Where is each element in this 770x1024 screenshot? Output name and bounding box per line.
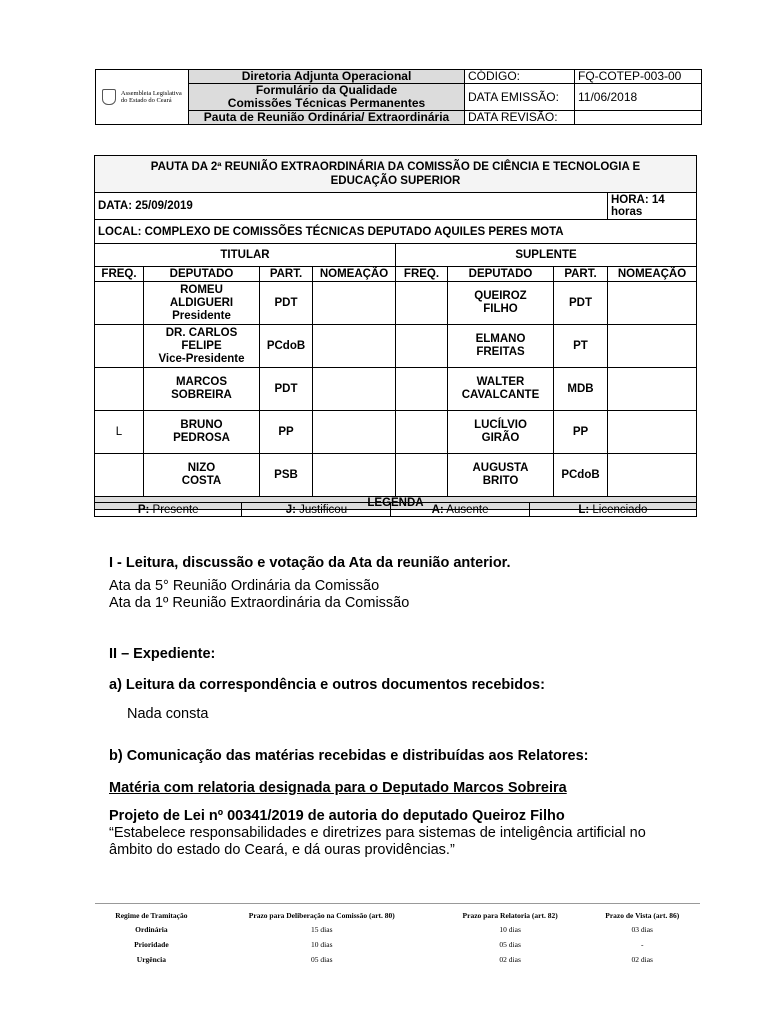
titular-nomeacao [313, 368, 396, 411]
meeting-date: DATA: 25/09/2019 [95, 193, 608, 220]
footer-cell: Ordinária [135, 925, 168, 934]
seal-icon [102, 89, 116, 105]
footer-cell: 05 dias [499, 940, 521, 949]
pauta-label: Pauta de Reunião Ordinária/ Extraordinária [189, 111, 465, 125]
footer-cell: 02 dias [631, 955, 653, 964]
footer-cell: Prioridade [134, 940, 169, 949]
suplente-nomeacao [608, 411, 697, 454]
titular-partido: PCdoB [260, 325, 313, 368]
section-2a-title: a) Leitura da correspondência e outros documentos recebidos: [109, 677, 545, 693]
col-part-titular: PART. [260, 267, 313, 282]
footer-row [95, 937, 700, 952]
titular-header: TITULAR [95, 244, 396, 267]
emissao-label: DATA EMISSÃO: [465, 84, 575, 111]
suplente-deputado: AUGUSTA BRITO [448, 454, 554, 497]
col-nomeacao-titular: NOMEAÇÃO [313, 267, 396, 282]
titular-deputado: ROMEU ALDIGUERI Presidente [144, 282, 260, 325]
suplente-nomeacao [608, 454, 697, 497]
section-2-title: II – Expediente: [109, 646, 216, 662]
titular-deputado: MARCOS SOBREIRA [144, 368, 260, 411]
emissao-value: 11/06/2018 [575, 84, 702, 111]
pauta-title: PAUTA DA 2ª REUNIÃO EXTRAORDINÁRIA DA COMISSÃO DE CIÊNCIA E TECNOLOGIA E EDUCAÇÃO SUPERIOR [95, 156, 697, 193]
titular-deputado: NIZO COSTA [144, 454, 260, 497]
member-row [95, 411, 697, 454]
titular-partido: PP [260, 411, 313, 454]
codigo-label: CÓDIGO: [465, 70, 575, 84]
ata-item-2: Ata da 1º Reunião Extraordinária da Comissão [109, 595, 410, 611]
suplente-deputado: ELMANO FREITAS [448, 325, 554, 368]
suplente-nomeacao [608, 368, 697, 411]
col-deputado-suplente: DEPUTADO [448, 267, 554, 282]
revisao-label: DATA REVISÃO: [465, 111, 575, 125]
footer-cell: 15 dias [311, 925, 333, 934]
meeting-location: LOCAL: COMPLEXO DE COMISSÕES TÉCNICAS DEPUTADO AQUILES PERES MOTA [95, 220, 697, 244]
document-header [95, 69, 702, 125]
member-row [95, 282, 697, 325]
legend-item: L: Licenciado [529, 503, 696, 517]
suplente-partido: PT [554, 325, 608, 368]
ata-item-1: Ata da 5° Reunião Ordinária da Comissão [109, 578, 380, 594]
suplente-freq [396, 282, 448, 325]
suplente-partido: PCdoB [554, 454, 608, 497]
pauta-table [94, 155, 697, 510]
col-freq-suplente: FREQ. [396, 267, 448, 282]
footer-header: Regime de Tramitação [115, 910, 188, 920]
suplente-freq [396, 368, 448, 411]
footer-header: Prazo para Deliberação na Comissão (art. 80) [248, 910, 395, 920]
logo-text-1: Assembleia Legislativa [120, 90, 182, 97]
assembly-logo [96, 70, 189, 125]
footer-cell: 03 dias [631, 925, 653, 934]
suplente-header: SUPLENTE [396, 244, 697, 267]
titular-freq [95, 368, 144, 411]
footer-cell: Urgência [136, 955, 166, 964]
section-2a-text: Nada consta [127, 706, 209, 722]
ementa-line-2: âmbito do estado do Ceará, e dá ouras providências.” [109, 842, 455, 858]
titular-freq: L [95, 411, 144, 454]
member-row [95, 454, 697, 497]
col-deputado-titular: DEPUTADO [144, 267, 260, 282]
col-freq-titular: FREQ. [95, 267, 144, 282]
titular-partido: PDT [260, 368, 313, 411]
footer-table [95, 908, 700, 967]
footer-cell: 02 dias [499, 955, 521, 964]
titular-deputado: DR. CARLOS FELIPE Vice-Presidente [144, 325, 260, 368]
legenda-header: LEGENDA [95, 497, 697, 510]
footer-cell: 10 dias [499, 925, 521, 934]
suplente-freq [396, 454, 448, 497]
formulario-label: Formulário da Qualidade Comissões Técnicas Permanentes [189, 84, 465, 111]
titular-freq [95, 325, 144, 368]
legend-table [94, 502, 697, 517]
titular-partido: PSB [260, 454, 313, 497]
member-row [95, 368, 697, 411]
suplente-partido: PP [554, 411, 608, 454]
titular-freq [95, 282, 144, 325]
suplente-partido: MDB [554, 368, 608, 411]
legend-item: J: Justificou [242, 503, 391, 517]
titular-nomeacao [313, 454, 396, 497]
section-2b-title: b) Comunicação das matérias recebidas e distribuídas aos Relatores: [109, 748, 589, 764]
footer-cell: 05 dias [311, 955, 333, 964]
footer-header: Prazo para Relatoria (art. 82) [462, 910, 558, 920]
col-nomeacao-suplente: NOMEAÇÃO [608, 267, 697, 282]
suplente-freq [396, 325, 448, 368]
codigo-value: FQ-COTEP-003-00 [575, 70, 702, 84]
suplente-deputado: LUCÍLVIO GIRÃO [448, 411, 554, 454]
footer-row [95, 952, 700, 967]
suplente-deputado: QUEIROZ FILHO [448, 282, 554, 325]
footer-header: Prazo de Vista (art. 86) [605, 910, 680, 920]
suplente-freq [396, 411, 448, 454]
titular-nomeacao [313, 282, 396, 325]
legend-item: A: Ausente [391, 503, 529, 517]
footer-divider [95, 903, 700, 904]
projeto-title: Projeto de Lei nº 00341/2019 de autoria do deputado Queiroz Filho [109, 808, 565, 824]
meeting-time: HORA: 14 horas [608, 193, 697, 220]
suplente-partido: PDT [554, 282, 608, 325]
section-1-title: I - Leitura, discussão e votação da Ata da reunião anterior. [109, 555, 511, 571]
suplente-nomeacao [608, 282, 697, 325]
logo-text-2: do Estado do Ceará [120, 97, 172, 104]
member-row [95, 325, 697, 368]
titular-partido: PDT [260, 282, 313, 325]
footer-cell: 10 dias [311, 940, 333, 949]
revisao-value [575, 111, 702, 125]
ementa-line-1: “Estabelece responsabilidades e diretrizes para sistemas de inteligência artificial no [109, 825, 646, 841]
footer-cell: - [640, 940, 644, 949]
titular-freq [95, 454, 144, 497]
titular-nomeacao [313, 411, 396, 454]
diretoria-label: Diretoria Adjunta Operacional [189, 70, 465, 84]
titular-nomeacao [313, 325, 396, 368]
legend-item: P: Presente [95, 503, 242, 517]
suplente-nomeacao [608, 325, 697, 368]
col-part-suplente: PART. [554, 267, 608, 282]
footer-row [95, 922, 700, 937]
relatoria-heading: Matéria com relatoria designada para o Deputado Marcos Sobreira [109, 780, 567, 796]
suplente-deputado: WALTER CAVALCANTE [448, 368, 554, 411]
titular-deputado: BRUNO PEDROSA [144, 411, 260, 454]
